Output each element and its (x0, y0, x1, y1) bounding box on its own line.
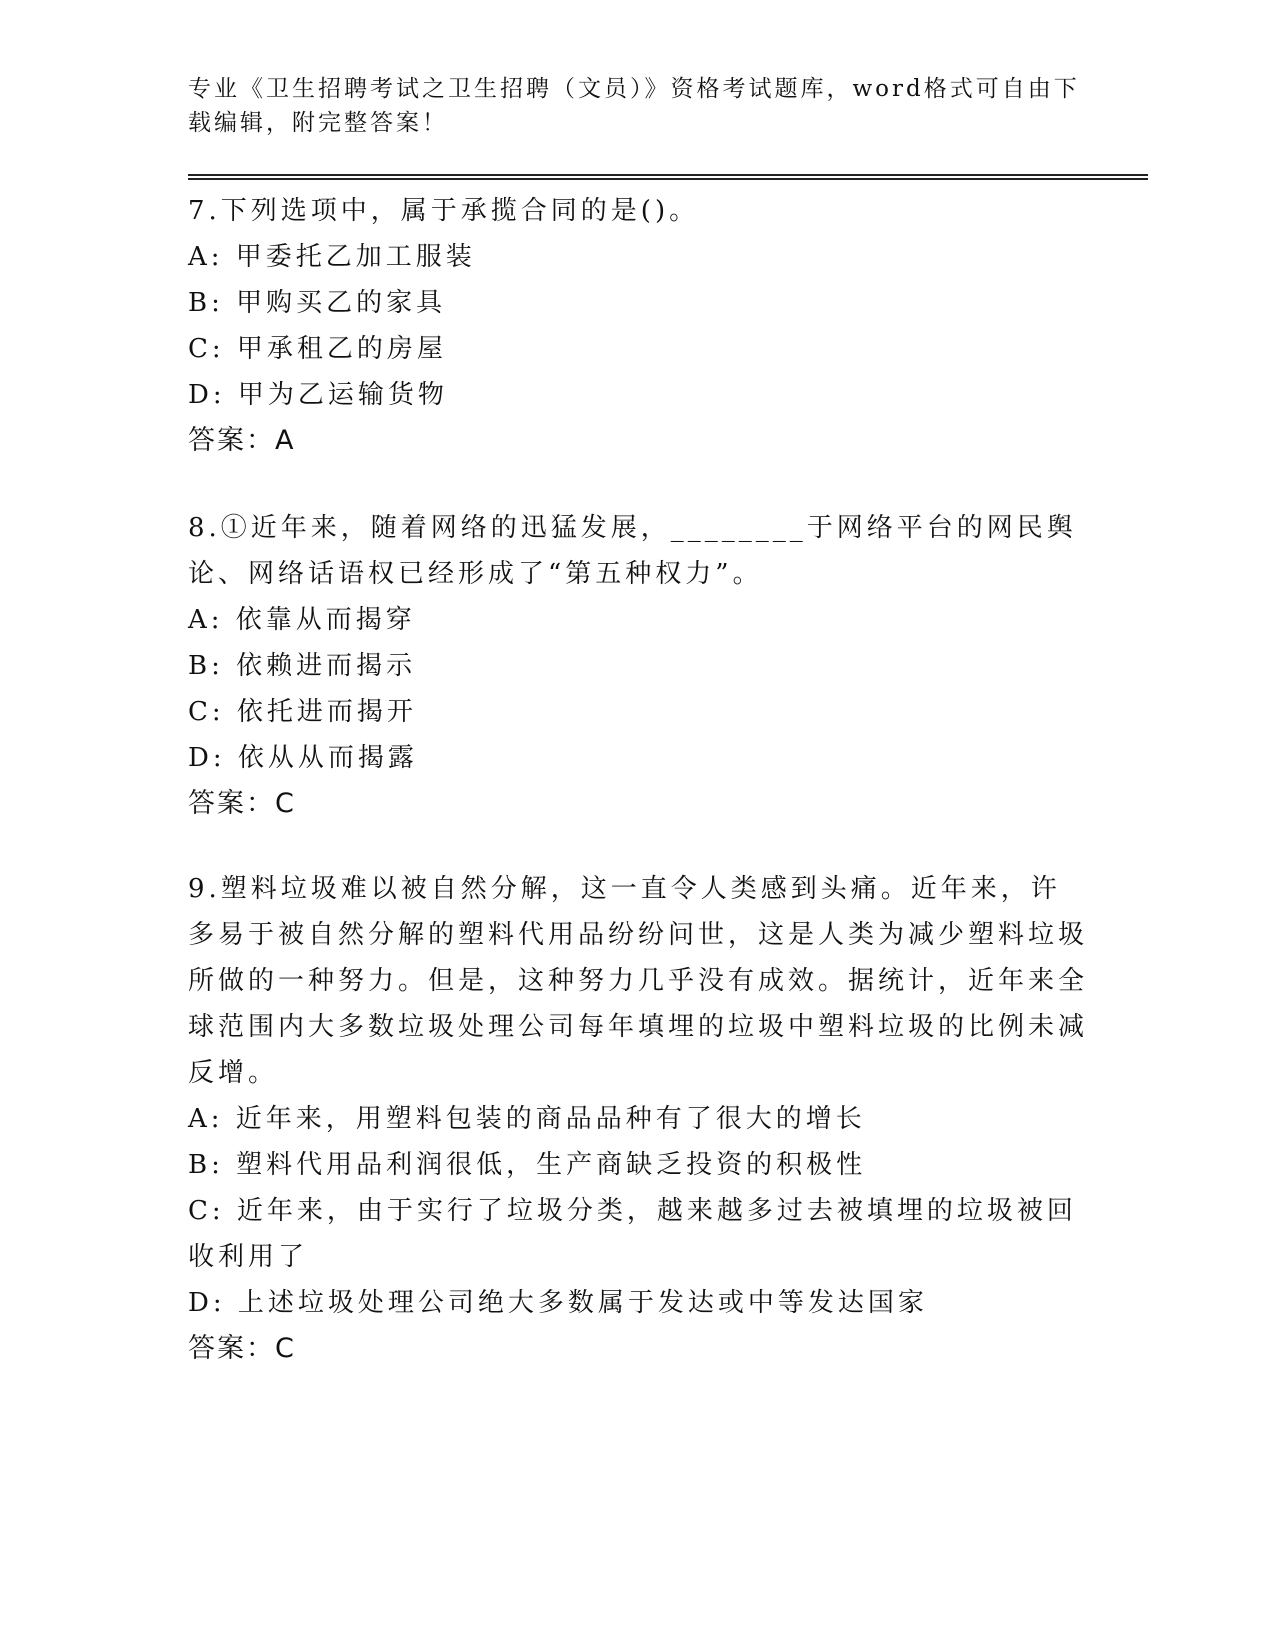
option-b: B: 甲购买乙的家具 (188, 288, 447, 318)
option-a: A: 近年来，用塑料包装的商品品种有了很大的增长 (188, 1104, 866, 1134)
answer-label: 答案：A (188, 425, 296, 456)
option-b: B: 依赖进而揭示 (188, 651, 417, 681)
question-block (188, 505, 1088, 827)
question-block (188, 866, 1088, 1372)
question-stem: 9.塑料垃圾难以被自然分解，这一直令人类感到头痛。近年来，许多易于被自然分解的塑料代用品纷纷问世，这是人类为减少塑料垃圾所做的一种努力。但是，这种努力几乎没有成效。据统计，近年来全球范围内大多数垃圾处理公司每年填埋的垃圾中塑料垃圾的比例未减反增。 (188, 874, 1089, 1088)
question-stem: 7.下列选项中，属于承揽合同的是()。 (188, 196, 700, 226)
header-divider (188, 174, 1148, 180)
option-a: A: 依靠从而揭穿 (188, 605, 416, 635)
option-c: C: 甲承租乙的房屋 (188, 334, 447, 364)
option-b: B: 塑料代用品利润很低，生产商缺乏投资的积极性 (188, 1150, 867, 1180)
option-d: D: 甲为乙运输货物 (188, 380, 448, 410)
option-a: A: 甲委托乙加工服装 (188, 242, 476, 272)
answer-label: 答案：C (188, 788, 296, 819)
option-d: D: 上述垃圾处理公司绝大多数属于发达或中等发达国家 (188, 1288, 928, 1318)
answer-label: 答案：C (188, 1333, 296, 1364)
question-block (188, 188, 1088, 464)
document-header: 专业《卫生招聘考试之卫生招聘（文员）》资格考试题库，word格式可自由下载编辑，附完整答案！ (188, 76, 1080, 136)
option-c: C: 依托进而揭开 (188, 697, 417, 727)
option-c: C: 近年来，由于实行了垃圾分类，越来越多过去被填埋的垃圾被回收利用了 (188, 1196, 1077, 1272)
question-stem: 8.①近年来，随着网络的迅猛发展，________于网络平台的网民舆论、网络话语权已经形成了“第五种权力”。 (188, 513, 1077, 589)
option-d: D: 依从从而揭露 (188, 743, 418, 773)
